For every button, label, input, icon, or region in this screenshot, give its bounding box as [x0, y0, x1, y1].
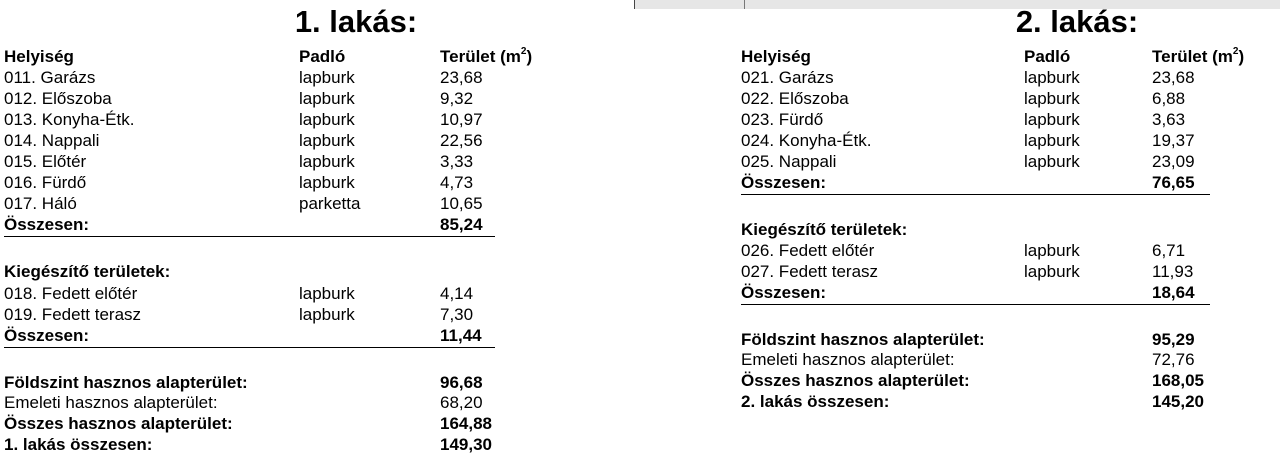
- total-underline: [741, 304, 1210, 305]
- header-floor: Padló: [1024, 47, 1071, 66]
- window-strip: [634, 0, 1280, 9]
- header-room: Helyiség: [741, 47, 811, 66]
- total-underline: [4, 236, 495, 237]
- total-underline: [741, 194, 1210, 195]
- apartment-title: 2. lakás:: [1015, 4, 1139, 39]
- header-area: Terület $(m^2)$: [440, 46, 533, 66]
- window-strip-divider: [744, 0, 745, 9]
- header-area: Terület $(m^2)$: [1152, 46, 1245, 66]
- apartment-title: 1. lakás:: [294, 4, 418, 39]
- header-room: Helyiség: [4, 47, 74, 66]
- header-floor: Padló: [299, 47, 346, 66]
- total-underline: [4, 347, 495, 348]
